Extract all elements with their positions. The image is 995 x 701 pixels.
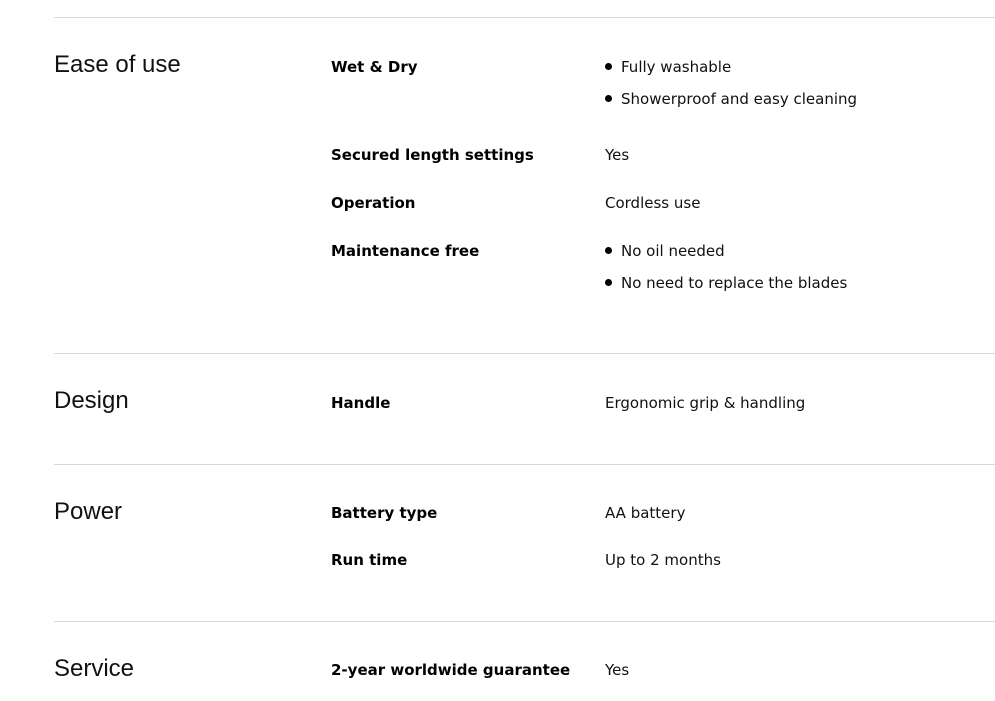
divider (54, 353, 995, 354)
section-title: Service (54, 655, 135, 682)
spec-value: Yes (605, 146, 630, 164)
spec-value: Ergonomic grip & handling (605, 394, 806, 412)
spec-label-wet-dry: Wet & Dry (331, 58, 418, 76)
spec-bullet: Fully washable (605, 58, 731, 76)
spec-bullet: No need to replace the blades (605, 274, 847, 292)
spec-label-run-time: Run time (331, 551, 408, 569)
divider (54, 464, 995, 465)
spec-label-guarantee: 2-year worldwide guarantee (331, 661, 571, 679)
spec-label-secured-length: Secured length settings (331, 146, 534, 164)
bullet-dot-icon (605, 63, 612, 70)
spec-bullet: No oil needed (605, 242, 725, 260)
spec-value: Up to 2 months (605, 551, 721, 569)
spec-value: Cordless use (605, 194, 701, 212)
spec-label-battery-type: Battery type (331, 504, 438, 522)
divider (54, 621, 995, 622)
section-title: Ease of use (54, 51, 181, 78)
spec-value: AA battery (605, 504, 686, 522)
spec-label-operation: Operation (331, 194, 416, 212)
spec-label-handle: Handle (331, 394, 391, 412)
section-title: Design (54, 387, 129, 414)
spec-bullet: Showerproof and easy cleaning (605, 90, 857, 108)
section-title: Power (54, 498, 123, 525)
bullet-dot-icon (605, 95, 612, 102)
spec-value: Yes (605, 661, 630, 679)
spec-label-maintenance-free: Maintenance free (331, 242, 480, 260)
divider-top (54, 17, 995, 18)
bullet-dot-icon (605, 279, 612, 286)
bullet-dot-icon (605, 247, 612, 254)
